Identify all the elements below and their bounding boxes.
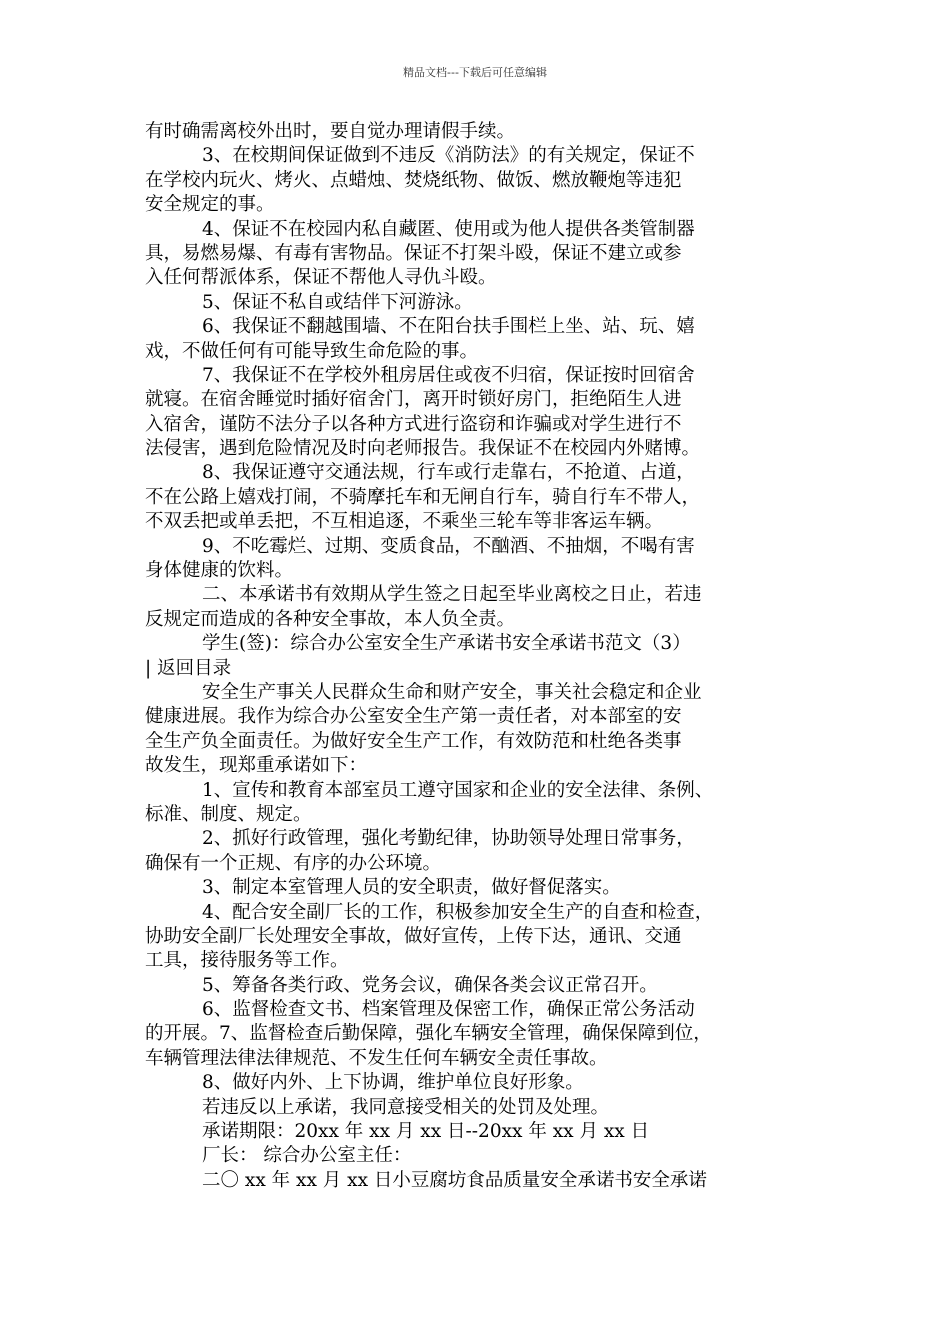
text-line: 若违反以上承诺，我同意接受相关的处罚及处理。: [202, 1096, 610, 1118]
text-line: 标准、制度、规定。: [145, 803, 312, 825]
text-line: 7、我保证不在学校外租房居住或夜不归宿，保证按时回宿舍: [202, 364, 695, 386]
text-line: 厂长： 综合办公室主任：: [202, 1145, 412, 1167]
text-line: 不在公路上嬉戏打闹，不骑摩托车和无闸自行车，骑自行车不带人，: [145, 486, 701, 508]
text-line: 故发生，现郑重承诺如下：: [145, 755, 368, 777]
text-line: 法侵害，遇到危险情况及时向老师报告。我保证不在校园内外赌博。: [145, 438, 701, 460]
text-line: 的开展。7、监督检查后勤保障，强化车辆安全管理，确保保障到位，: [145, 1023, 712, 1045]
text-line: 身体健康的饮料。: [145, 560, 294, 582]
text-line: 学生(签)：综合办公室安全生产承诺书安全承诺书范文（3）: [202, 633, 691, 655]
text-line: 确保有一个正规、有序的办公环境。: [145, 852, 442, 874]
text-line: 安全生产事关人民群众生命和财产安全，事关社会稳定和企业: [202, 681, 702, 703]
text-line: 不双丢把或单丢把，不互相追逐，不乘坐三轮车等非客运车辆。: [145, 511, 664, 533]
text-line: 就寝。在宿舍睡觉时插好宿舍门，离开时锁好房门，拒绝陌生人进: [145, 389, 682, 411]
text-line: 8、我保证遵守交通法规，行车或行走靠右，不抢道、占道，: [202, 462, 695, 484]
text-line: 3、制定本室管理人员的安全职责，做好督促落实。: [202, 877, 621, 899]
text-line: 反规定而造成的各种安全事故，本人负全责。: [145, 608, 516, 630]
text-line: 二、本承诺书有效期从学生签之日起至毕业离校之日止，若违: [202, 584, 702, 606]
text-line: 4、配合安全副厂长的工作，积极参加安全生产的自查和检查，: [202, 901, 714, 923]
text-line: 健康进展。我作为综合办公室安全生产第一责任者，对本部室的安: [145, 706, 682, 728]
text-line: 3、在校期间保证做到不违反《消防法》的有关规定，保证不: [202, 145, 695, 167]
text-line: 9、不吃霉烂、过期、变质食品，不酗酒、不抽烟，不喝有害: [202, 535, 695, 557]
text-line: 5、筹备各类行政、党务会议，确保各类会议正常召开。: [202, 974, 658, 996]
text-line: 具，易燃易爆、有毒有害物品。保证不打架斗殴，保证不建立或参: [145, 242, 682, 264]
text-line: 协助安全副厂长处理安全事故，做好宣传，上传下达，通讯、交通: [145, 925, 682, 947]
text-line: 入宿舍，谨防不法分子以各种方式进行盗窃和诈骗或对学生进行不: [145, 413, 682, 435]
text-line: 5、保证不私自或结伴下河游泳。: [202, 291, 473, 313]
text-line: | 返回目录: [145, 657, 232, 679]
text-line: 6、监督检查文书、档案管理及保密工作，确保正常公务活动: [202, 999, 695, 1021]
text-line: 二〇 xx 年 xx 月 xx 日小豆腐坊食品质量安全承诺书安全承诺: [202, 1169, 707, 1191]
text-line: 全生产负全面责任。为做好安全生产工作，有效防范和杜绝各类事: [145, 730, 682, 752]
text-line: 2、抓好行政管理，强化考勤纪律，协助领导处理日常事务，: [202, 828, 695, 850]
text-line: 车辆管理法律法律规范、不发生任何车辆安全责任事故。: [145, 1047, 608, 1069]
document-body: [145, 120, 813, 1193]
text-line: 承诺期限：20xx 年 xx 月 xx 日--20xx 年 xx 月 xx 日: [202, 1121, 650, 1143]
text-line: 6、我保证不翻越围墙、不在阳台扶手围栏上坐、站、玩、嬉: [202, 316, 695, 338]
text-line: 工具，接待服务等工作。: [145, 950, 349, 972]
text-line: 入任何帮派体系，保证不帮他人寻仇斗殴。: [145, 267, 497, 289]
text-line: 有时确需离校外出时，要自觉办理请假手续。: [145, 121, 516, 142]
text-line: 在学校内玩火、烤火、点蜡烛、焚烧纸物、做饭、燃放鞭炮等违犯: [145, 169, 682, 191]
text-line: 4、保证不在校园内私自藏匿、使用或为他人提供各类管制器: [202, 218, 695, 240]
text-line: 8、做好内外、上下协调，维护单位良好形象。: [202, 1072, 584, 1094]
text-line: 1、宣传和教育本部室员工遵守国家和企业的安全法律、条例、: [202, 779, 714, 801]
text-line: 安全规定的事。: [145, 194, 275, 216]
text-line: 戏，不做任何有可能导致生命危险的事。: [145, 340, 479, 362]
page-header: 精品文档---下载后可任意编辑: [403, 66, 547, 79]
